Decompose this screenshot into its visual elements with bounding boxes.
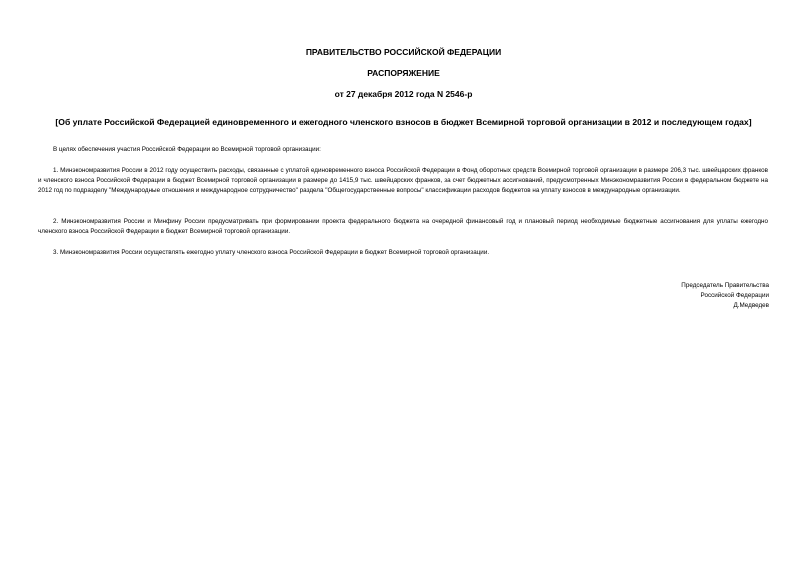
signature-block	[681, 281, 769, 311]
signatory-name: Д.Медведев	[733, 302, 769, 309]
government-heading: ПРАВИТЕЛЬСТВО РОССИЙСКОЙ ФЕДЕРАЦИИ	[305, 47, 502, 57]
paragraph-1: 1. Минэкономразвития России в 2012 году осуществить расходы, связанные с уплатой единовременного взноса Российской Федерации в Фонд оборотных средств Всемирной торговой организации в размере 206,3 тыс. швейцарских франков и членского взноса Российской Федерации в бюджет Всемирной торговой организации в размере до 1415,9 тыс. швейцарских франков, за счет бюджетных ассигнований, предусмотренных Минэкономразвития России в федеральном бюджете на 2012 год по подразделу "Международные отношения и международное сотрудничество" раздела "Общегосударственные вопросы" классификации расходов бюджетов на уплату взносов в международные организации.	[38, 167, 768, 194]
intro-paragraph: В целях обеспечения участия Российской Федерации во Всемирной торговой организации:	[53, 146, 321, 153]
paragraph-3: 3. Минэкономразвития России осуществлять ежегодно уплату членского взноса Российской Федерации в бюджет Всемирной торговой организации.	[53, 249, 490, 256]
document-type-heading: РАСПОРЯЖЕНИЕ	[367, 68, 440, 78]
document-date-number: от 27 декабря 2012 года N 2546-р	[334, 89, 473, 99]
paragraph-2: 2. Минэкономразвития России и Минфину России предусматривать при формировании проекта федерального бюджета на очередной финансовый год и плановый период необходимые бюджетные ассигнования для уплаты ежегодно членского взноса Российской Федерации в бюджет Всемирной торговой организации.	[38, 218, 768, 235]
signatory-position-line2: Российской Федерации	[700, 292, 769, 299]
signatory-position-line1: Председатель Правительства	[681, 282, 769, 289]
document-title: [Об уплате Российской Федерацией единовременного и ежегодного членского взносов в бюджет Всемирной торговой организации в 2012 и последующем годах]	[55, 117, 752, 127]
